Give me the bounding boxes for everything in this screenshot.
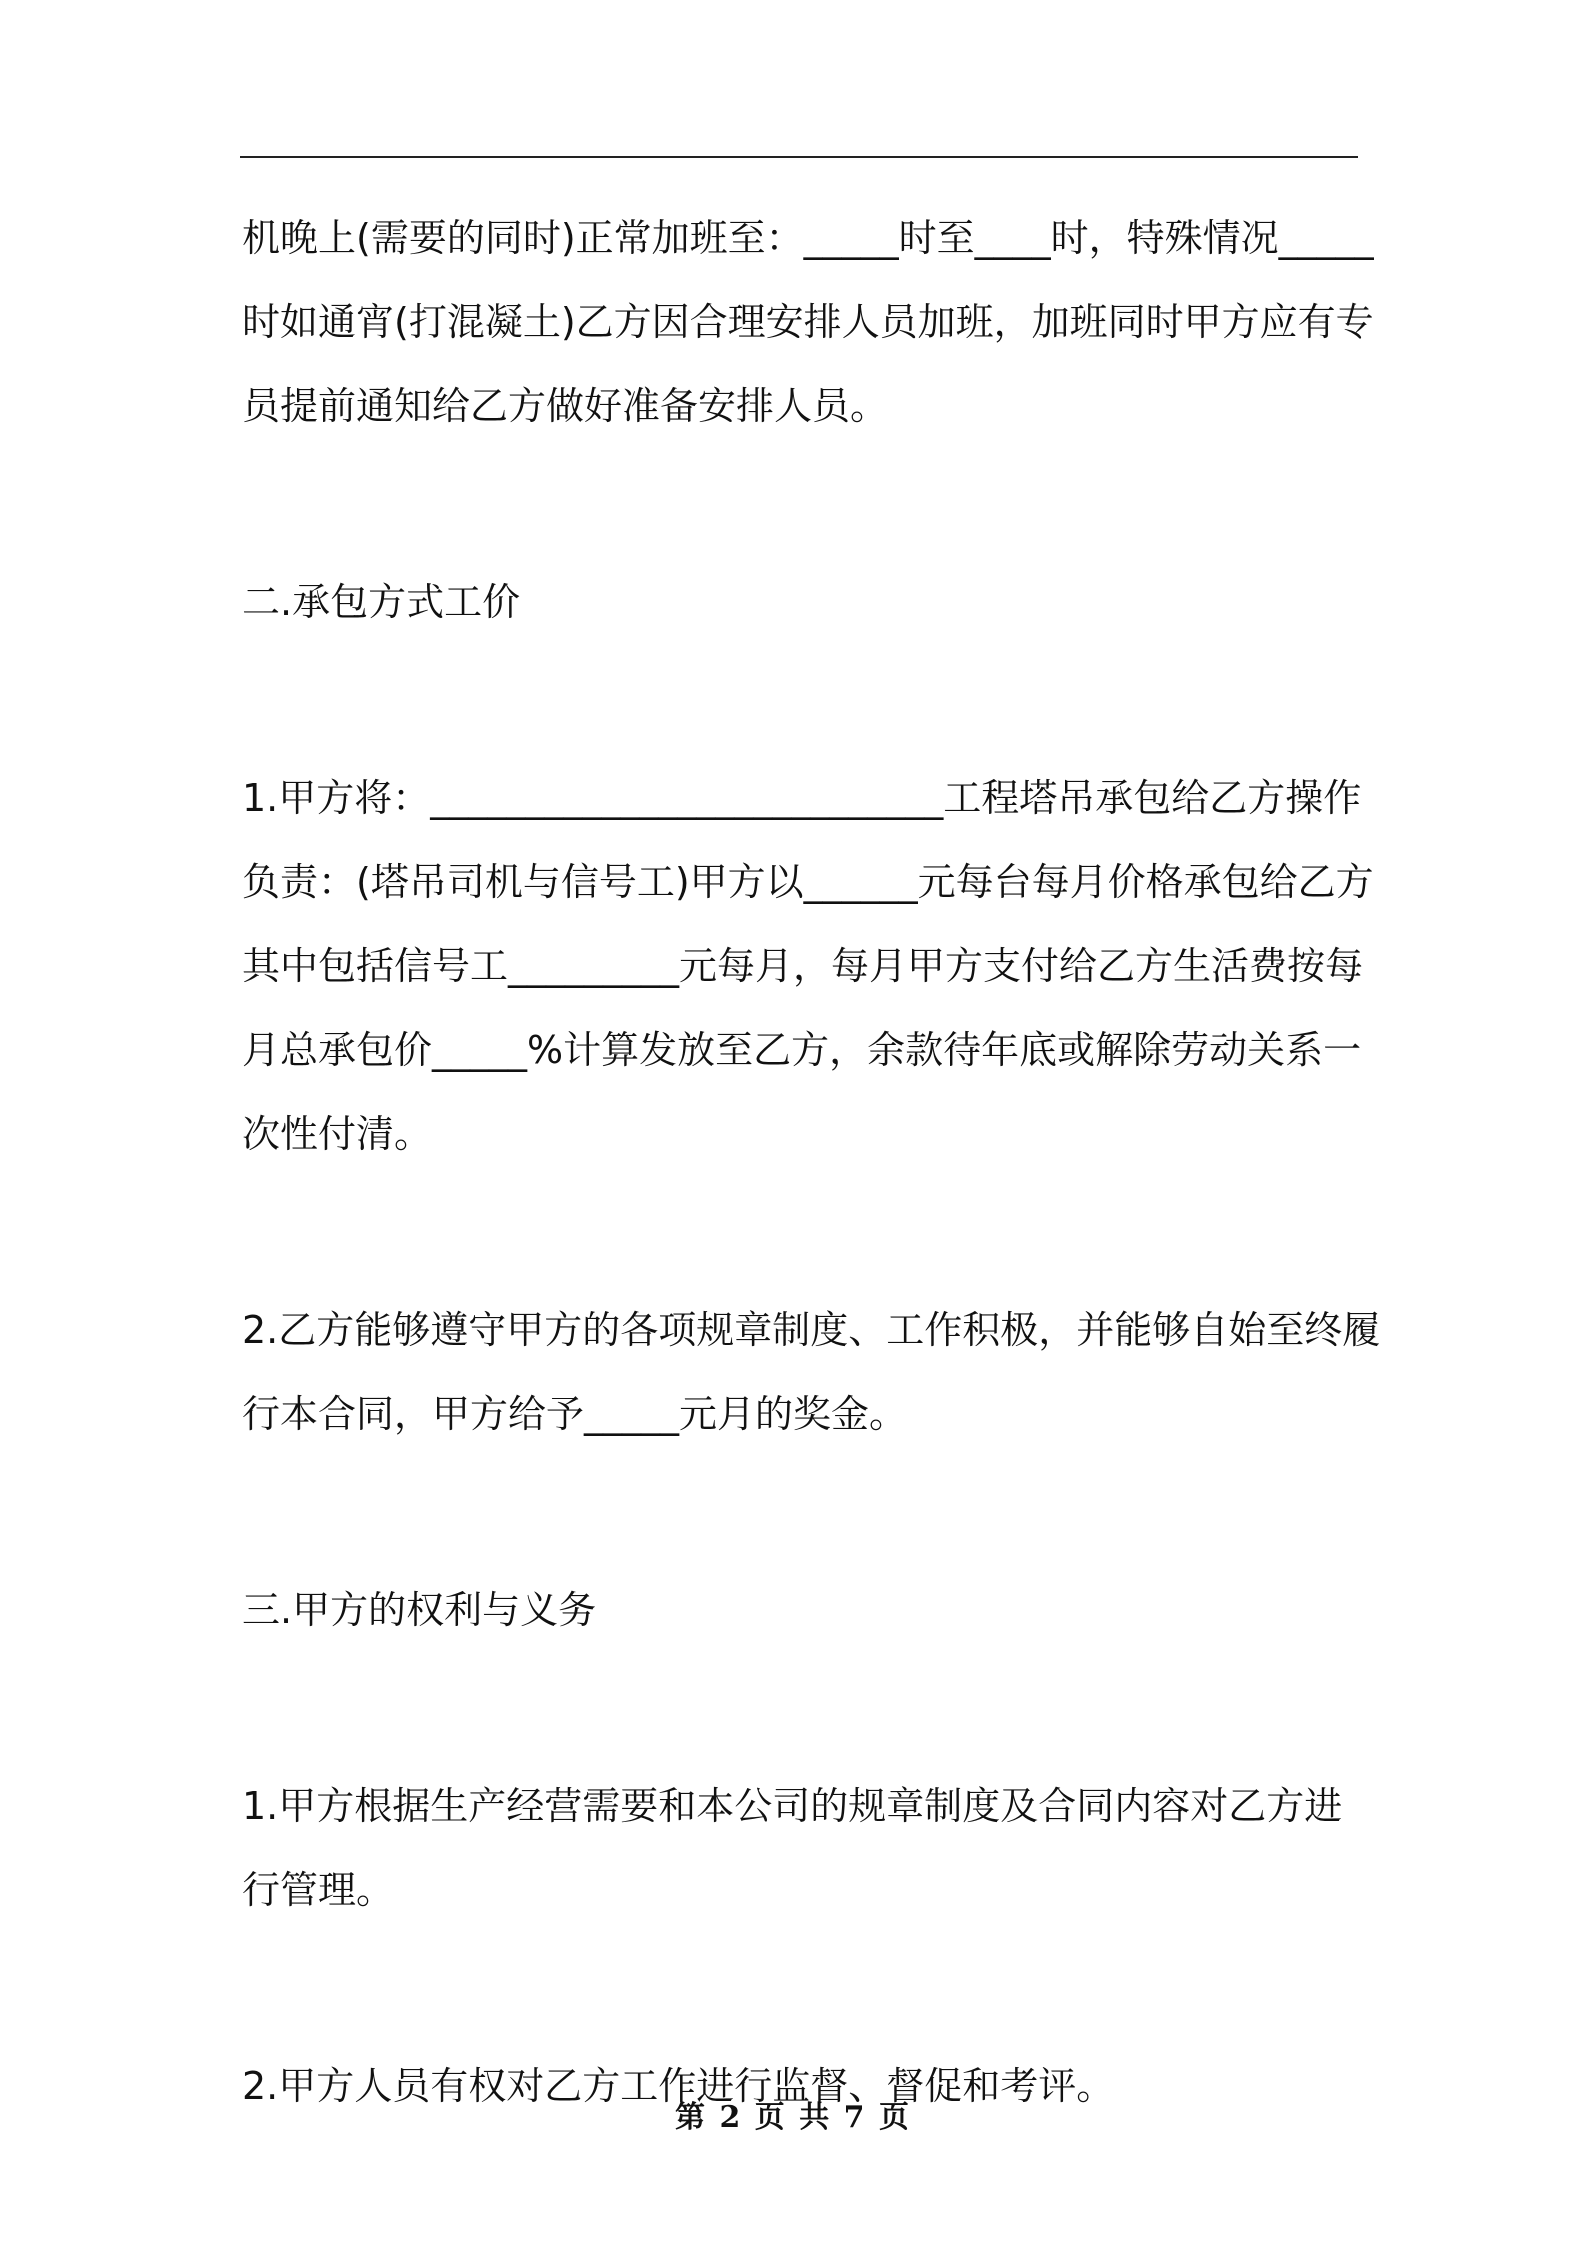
text-line: 次性付清。 [242,1112,433,1156]
paragraph-item-3-1 [242,1764,1358,1932]
text-line: 1.甲方将：___________________________工程塔吊承包给乙方操作 [242,776,1362,820]
text-line: 1.甲方根据生产经营需要和本公司的规章制度及合同内容对乙方进 [242,1784,1343,1828]
text-line: 其中包括信号工_________元每月，每月甲方支付给乙方生活费按每 [242,944,1364,988]
text-line: 时如通宵(打混凝土)乙方因合理安排人员加班，加班同时甲方应有专 [242,300,1374,344]
document-body [242,196,1381,2128]
text-line: 行本合同，甲方给予_____元月的奖金。 [242,1392,908,1436]
header-rule [240,156,1358,158]
paragraph-overtime [242,196,1374,448]
paragraph-item-2-1 [242,756,1374,1176]
section-heading-2: 二.承包方式工价 [242,580,521,624]
page-number-footer: 第 2 页 共 7 页 [675,2100,911,2135]
text-line: 2.甲方人员有权对乙方工作进行监督、督促和考评。 [242,2064,1115,2108]
text-line: 员提前通知给乙方做好准备安排人员。 [242,384,889,428]
text-line: 行管理。 [242,1868,395,1912]
text-line: 负责：(塔吊司机与信号工)甲方以______元每台每月价格承包给乙方 [242,860,1374,904]
section-heading-3: 三.甲方的权利与义务 [242,1588,597,1632]
text-line: 月总承包价_____%计算发放至乙方，余款待年底或解除劳动关系一 [242,1028,1362,1072]
text-line: 机晚上(需要的同时)正常加班至：_____时至____时，特殊情况_____ [242,216,1374,260]
text-line: 2.乙方能够遵守甲方的各项规章制度、工作积极，并能够自始至终履 [242,1308,1381,1352]
paragraph-item-2-2 [242,1288,1381,1456]
